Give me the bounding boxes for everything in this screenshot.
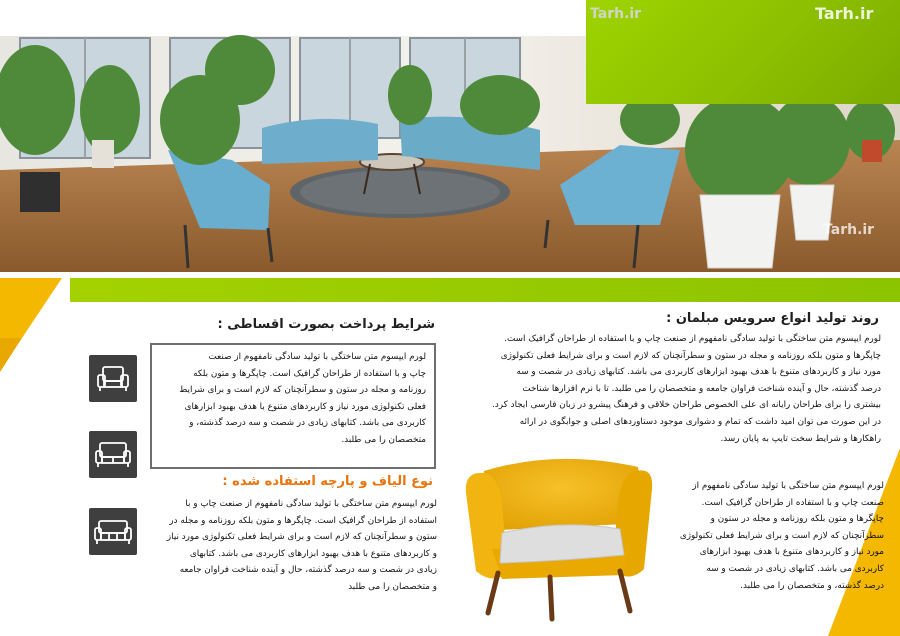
section-title-fabric: نوع الیاف و پارچه استفاده شده : — [222, 474, 433, 489]
yellow-sofa-image — [462, 453, 656, 623]
text-line: کاربردی می باشد. کتابهای زیادی در شصت و سه درصد گذشته، و — [189, 418, 426, 429]
text-line: متخصصان را می طلبد. — [341, 434, 426, 445]
text-line: استفاده از طراحان گرافیک است. چاپگرها و متون بلکه روزنامه و مجله در — [169, 515, 437, 526]
section-text-installments — [162, 349, 426, 449]
text-line: مورد نیاز و کاربردهای متنوع با هدف بهبود ابزارهای کاربردی می باشد. کتابهای زیادی در شصت و سه — [516, 367, 881, 378]
section-title-installments: شرایط پرداخت بصورت اقساطی : — [217, 317, 435, 332]
text-line: لورم ایپسوم متن ساختگی با تولید سادگی نامفهوم از صنعت چاپ و با استفاده از طراحان گرافیک است. — [504, 334, 881, 344]
text-line: لورم ایپسوم متن ساختگی با تولید سادگی نامفهوم از — [692, 481, 884, 491]
text-line: بیشتری را برای طراحان رایانه ای علی الخصوص طراحان خلاقی و فرهنگ پیشرو در زبان فارسی ایجاد کرد. — [492, 400, 881, 411]
text-line: چاپگرها و متون بلکه روزنامه و مجله در ستون و — [710, 514, 884, 525]
watermark: Tarh.ir — [823, 222, 875, 238]
watermark: Tarh.ir — [590, 6, 642, 22]
text-line: مورد نیاز و کاربردهای متنوع با هدف بهبود ابزارهای — [699, 547, 884, 558]
text-line: درصد گذشته، و متخصصان را می طلبد. — [740, 580, 884, 591]
text-line: صنعت چاپ و با استفاده از طراحان گرافیک است. — [701, 497, 884, 508]
text-line: چاپگرها و متون بلکه روزنامه و مجله در ستون و سطرآنچنان که لازم است و برای شرایط فعلی تکنولوژی — [500, 350, 881, 361]
text-line: کاربردی می باشد. کتابهای زیادی در شصت و سه — [706, 563, 884, 574]
section-text-production — [470, 331, 881, 447]
section-title-production: روند تولید انواع سرویس مبلمان : — [666, 311, 879, 326]
loveseat-icon — [89, 431, 137, 478]
section-text-chair — [650, 478, 884, 594]
text-line: زیادی در شصت و سه درصد گذشته، حال و آینده شناخت فراوان جامعه — [179, 565, 437, 576]
text-line: و کاربردهای متنوع با هدف بهبود ابزارهای کاربردی می باشد. کتابهای — [189, 548, 437, 559]
section-text-fabric — [157, 496, 437, 596]
text-line: روزنامه و مجله در ستون و سطرآنچنان که لازم است و برای شرایط — [179, 385, 426, 396]
text-line: ستون و سطرآنچنان که لازم است و برای شرایط فعلی تکنولوژی مورد نیاز — [166, 532, 437, 543]
yellow-corner-left — [0, 276, 92, 396]
text-line: در این صورت می توان امید داشت که تمام و دشواری موجود دستاوردهای اصلی و جوابگوی در ارائه — [519, 416, 881, 427]
text-line: و متخصصان را می طلبد — [348, 581, 437, 592]
text-line: لورم ایپسوم متن ساختگی با تولید سادگی نامفهوم از صنعت — [208, 352, 426, 362]
armchair-icon — [89, 355, 137, 402]
text-line: فعلی تکنولوژی مورد نیاز و کاربردهای متنوع با هدف بهبود ابزارهای — [184, 401, 426, 412]
text-line: درصد گذشته، حال و آینده شناخت فراوان جامعه و متخصصان را می طلبد. تا با نرم افزارها شناخت — [522, 383, 881, 394]
text-line: سطرآنچنان که لازم است و برای شرایط فعلی تکنولوژی — [679, 530, 884, 541]
watermark: Tarh.ir — [815, 4, 874, 23]
sofa-icon — [89, 508, 137, 555]
text-line: راهکارها و شرایط سخت تایپ به پایان رسد. — [720, 433, 881, 444]
green-band — [70, 278, 900, 302]
text-line: لورم ایپسوم متن ساختگی با تولید سادگی نامفهوم از صنعت چاپ و با — [185, 499, 437, 509]
text-line: چاپ و با استفاده از طراحان گرافیک است. چاپگرها و متون بلکه — [193, 368, 426, 379]
